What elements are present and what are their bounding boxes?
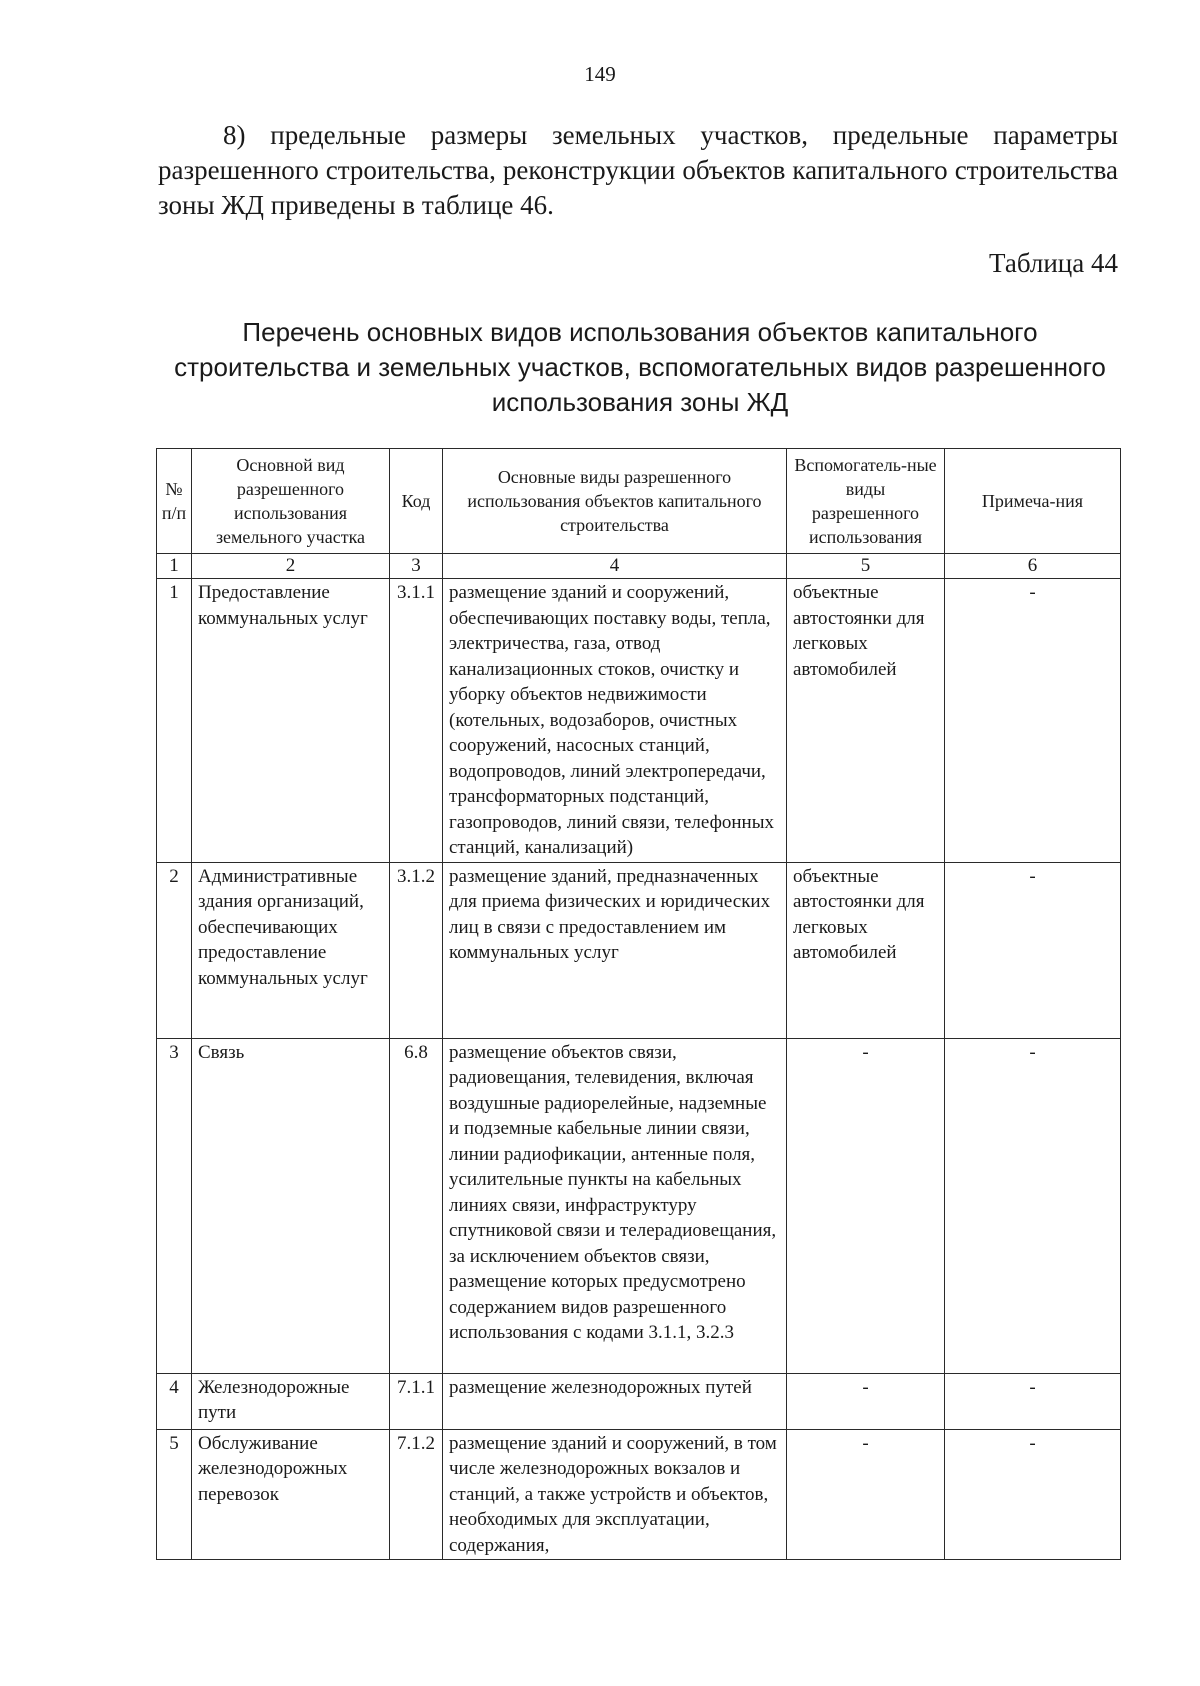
- row-aux: объектные автостоянки для легковых автомобилей: [787, 862, 945, 1038]
- table-header-row: [157, 449, 1121, 554]
- row-note: -: [945, 1038, 1121, 1373]
- table-row: [157, 1373, 1121, 1429]
- page-number: 149: [584, 62, 616, 86]
- row-number: 3: [157, 1038, 192, 1373]
- row-objects: размещение зданий, предназначенных для приема физических и юридических лиц в связи с предоставлением им коммунальных услуг: [443, 862, 787, 1038]
- header-code: Код: [390, 449, 443, 554]
- row-number: 4: [157, 1373, 192, 1429]
- table-row: [157, 1038, 1121, 1373]
- row-aux: -: [787, 1038, 945, 1373]
- header-no: № п/п: [157, 449, 192, 554]
- row-objects: размещение зданий и сооружений, обеспечивающих поставку воды, тепла, электричества, газа, отвод канализационных стоков, очистку и уборку объектов недвижимости (котельных, водозаборов, очистных сооружений, насосных станций, водопроводов, линий электропередачи, трансформаторных подстанций, газопроводов, линий связи, телефонных станций, канализаций): [443, 579, 787, 863]
- table-row: [157, 862, 1121, 1038]
- row-number: 1: [157, 579, 192, 863]
- table-row: [157, 1429, 1121, 1560]
- column-number: 5: [787, 554, 945, 579]
- row-note: -: [945, 1429, 1121, 1560]
- table-label: Таблица 44: [989, 248, 1118, 278]
- row-code: 3.1.1: [390, 579, 443, 863]
- row-main-use: Административные здания организаций, обеспечивающих предоставление коммунальных услуг: [192, 862, 390, 1038]
- row-main-use: Железнодорожные пути: [192, 1373, 390, 1429]
- header-note: Примеча-ния: [945, 449, 1121, 554]
- row-objects: размещение железнодорожных путей: [443, 1373, 787, 1429]
- row-note: -: [945, 1373, 1121, 1429]
- header-main-use: Основной вид разрешенного использования земельного участка: [192, 449, 390, 554]
- table-row: [157, 579, 1121, 863]
- column-number-row: [157, 554, 1121, 579]
- column-number: 3: [390, 554, 443, 579]
- row-number: 5: [157, 1429, 192, 1560]
- row-aux: объектные автостоянки для легковых автомобилей: [787, 579, 945, 863]
- row-code: 6.8: [390, 1038, 443, 1373]
- header-objects: Основные виды разрешенного использования объектов капитального строительства: [443, 449, 787, 554]
- row-objects: размещение объектов связи, радиовещания, телевидения, включая воздушные радиорелейные, надземные и подземные кабельные линии связи, линии радиофикации, антенные поля, усилительные пункты на кабельных линиях связи, инфраструктуру спутниковой связи и телерадиовещания, за исключением объектов связи, размещение которых предусмотрено содержанием видов разрешенного использования с кодами 3.1.1, 3.2.3: [443, 1038, 787, 1373]
- column-number: 1: [157, 554, 192, 579]
- row-note: -: [945, 862, 1121, 1038]
- row-aux: -: [787, 1429, 945, 1560]
- land-use-table: [156, 448, 1121, 1560]
- intro-paragraph: 8) предельные размеры земельных участков, предельные параметры разрешенного строительства, реконструкции объектов капитального строительства зоны ЖД приведены в таблице 46.: [158, 120, 1118, 220]
- row-code: 7.1.2: [390, 1429, 443, 1560]
- row-note: -: [945, 579, 1121, 863]
- row-code: 7.1.1: [390, 1373, 443, 1429]
- header-aux: Вспомогатель-ные виды разрешенного использования: [787, 449, 945, 554]
- table-title: Перечень основных видов использования объектов капитального строительства и земельных участков, вспомогательных видов разрешенного использования зоны ЖД: [174, 317, 1106, 417]
- column-number: 2: [192, 554, 390, 579]
- row-main-use: Предоставление коммунальных услуг: [192, 579, 390, 863]
- row-aux: -: [787, 1373, 945, 1429]
- column-number: 6: [945, 554, 1121, 579]
- row-main-use: Обслуживание железнодорожных перевозок: [192, 1429, 390, 1560]
- row-number: 2: [157, 862, 192, 1038]
- column-number: 4: [443, 554, 787, 579]
- row-objects: размещение зданий и сооружений, в том числе железнодорожных вокзалов и станций, а также устройств и объектов, необходимых для эксплуатации, содержания,: [443, 1429, 787, 1560]
- row-main-use: Связь: [192, 1038, 390, 1373]
- row-code: 3.1.2: [390, 862, 443, 1038]
